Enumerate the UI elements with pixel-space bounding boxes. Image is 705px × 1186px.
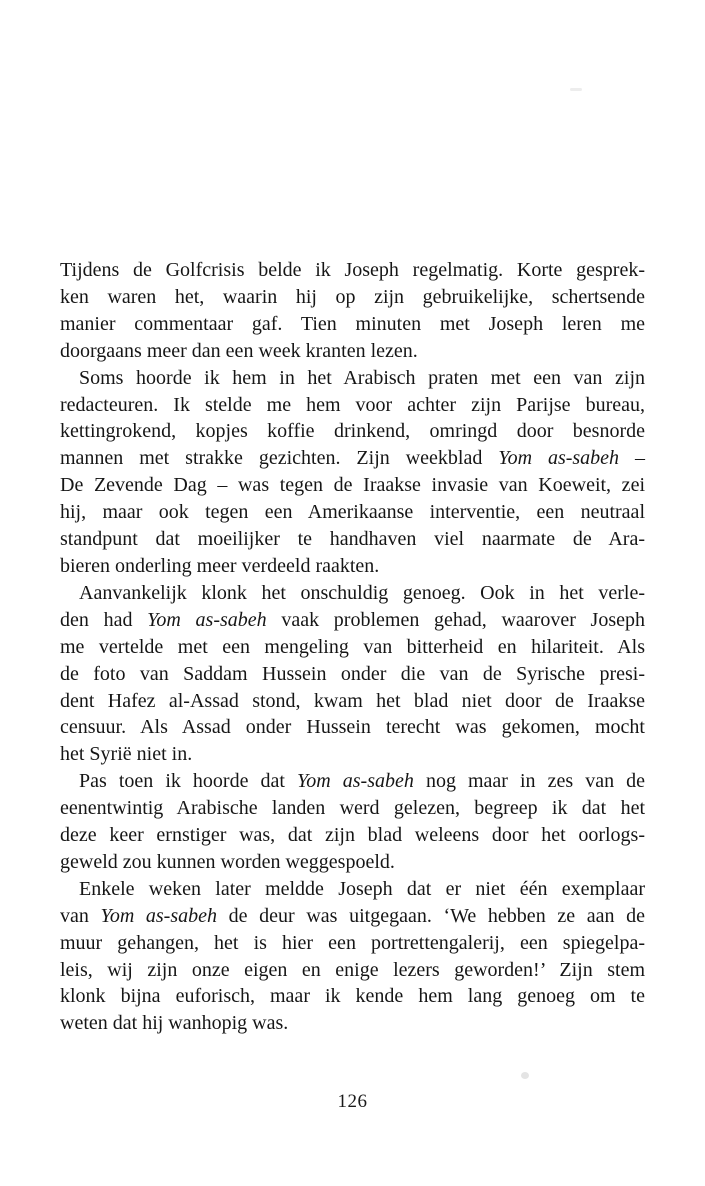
- text-segment: van: [60, 904, 101, 927]
- text-segment: Enkele weken later meldde Joseph dat er niet één exemplaar: [79, 877, 645, 900]
- text-line: [60, 634, 645, 661]
- text-segment: standpunt dat moeilijker te handhaven viel naarmate de Ara-: [60, 528, 645, 551]
- text-segment: dent Hafez al-Assad stond, kwam het blad niet door de Iraakse: [60, 689, 645, 712]
- text-line: [60, 930, 645, 957]
- text-segment: Aanvankelijk klonk het onschuldig genoeg. Ook in het verle-: [79, 581, 645, 604]
- text-segment: de deur was uitgegaan. ‘We hebben ze aan de: [217, 904, 645, 927]
- text-segment: kettingrokend, kopjes koffie drinkend, omringd door besnorde: [60, 420, 645, 443]
- page-text: [60, 257, 645, 1037]
- text-segment: De Zevende Dag – was tegen de Iraakse invasie van Koeweit, zei: [60, 474, 645, 497]
- text-line: [60, 311, 645, 338]
- text-line: [60, 472, 645, 499]
- text-segment: censuur. Als Assad onder Hussein terecht was gekomen, mocht: [60, 716, 645, 739]
- text-segment: Pas toen ik hoorde dat: [79, 770, 297, 793]
- text-segment: nog maar in zes van de: [413, 770, 645, 793]
- text-segment: manier commentaar gaf. Tien minuten met Joseph leren me: [60, 312, 645, 335]
- scan-artifact: [521, 1072, 529, 1079]
- text-line: [60, 849, 645, 876]
- text-segment: Tijdens de Golfcrisis belde ik Joseph regelmatig. Korte gesprek-: [60, 259, 645, 281]
- text-line: [60, 768, 645, 795]
- text-segment: leis, wij zijn onze eigen en enige lezers geworden!’ Zijn stem: [60, 958, 645, 981]
- text-line: [60, 957, 645, 984]
- scan-artifact: [570, 88, 582, 91]
- italic-publication-name: Yom as-sabeh: [100, 904, 218, 927]
- text-segment: redacteuren. Ik stelde me hem voor achter zijn Parijse bureau,: [60, 393, 645, 416]
- text-segment: muur gehangen, het is hier een portrettengalerij, een spiegelpa-: [60, 931, 645, 954]
- text-segment: de foto van Saddam Hussein onder die van de Syrische presi-: [60, 662, 645, 685]
- text-line: [60, 365, 645, 392]
- text-segment: weten dat hij wanhopig was.: [60, 1012, 289, 1035]
- text-line: [60, 338, 645, 365]
- text-line: [60, 445, 645, 472]
- text-line: [60, 284, 645, 311]
- text-line: [60, 1010, 645, 1037]
- text-line: [60, 392, 645, 419]
- italic-publication-name: Yom as-sabeh: [147, 608, 267, 631]
- text-segment: Soms hoorde ik hem in het Arabisch praten met een van zijn: [79, 366, 645, 389]
- text-line: [60, 257, 645, 284]
- text-segment: bieren onderling meer verdeeld raakten.: [60, 554, 380, 577]
- text-segment: vaak problemen gehad, waarover Joseph: [266, 608, 645, 631]
- text-segment: doorgaans meer dan een week kranten lezen.: [60, 339, 418, 362]
- text-segment: deze keer ernstiger was, dat zijn blad weleens door het oorlogs-: [60, 824, 645, 847]
- text-segment: ken waren het, waarin hij op zijn gebruikelijke, schertsende: [60, 285, 645, 308]
- text-segment: mannen met strakke gezichten. Zijn weekblad: [60, 447, 499, 470]
- text-line: [60, 795, 645, 822]
- text-line: [60, 983, 645, 1010]
- text-line: [60, 580, 645, 607]
- text-segment: het Syrië niet in.: [60, 743, 193, 766]
- text-line: [60, 714, 645, 741]
- text-segment: –: [619, 447, 646, 470]
- text-line: [60, 903, 645, 930]
- text-segment: klonk bijna euforisch, maar ik kende hem lang genoeg om te: [60, 985, 645, 1008]
- text-line: [60, 553, 645, 580]
- text-line: [60, 876, 645, 903]
- text-line: [60, 526, 645, 553]
- text-segment: eenentwintig Arabische landen werd gelezen, begreep ik dat het: [60, 797, 645, 820]
- text-line: [60, 822, 645, 849]
- text-segment: me vertelde met een mengeling van bitterheid en hilariteit. Als: [60, 635, 645, 658]
- text-line: [60, 741, 645, 768]
- text-line: [60, 661, 645, 688]
- text-line: [60, 418, 645, 445]
- italic-publication-name: Yom as-sabeh: [297, 770, 414, 793]
- text-segment: geweld zou kunnen worden weggespoeld.: [60, 850, 395, 873]
- text-segment: den had: [60, 608, 148, 631]
- text-line: [60, 607, 645, 634]
- text-segment: hij, maar ook tegen een Amerikaanse interventie, een neutraal: [60, 501, 645, 524]
- page-number: 126: [337, 1091, 368, 1112]
- text-line: [60, 499, 645, 526]
- text-line: [60, 688, 645, 715]
- italic-publication-name: Yom as-sabeh: [498, 447, 620, 470]
